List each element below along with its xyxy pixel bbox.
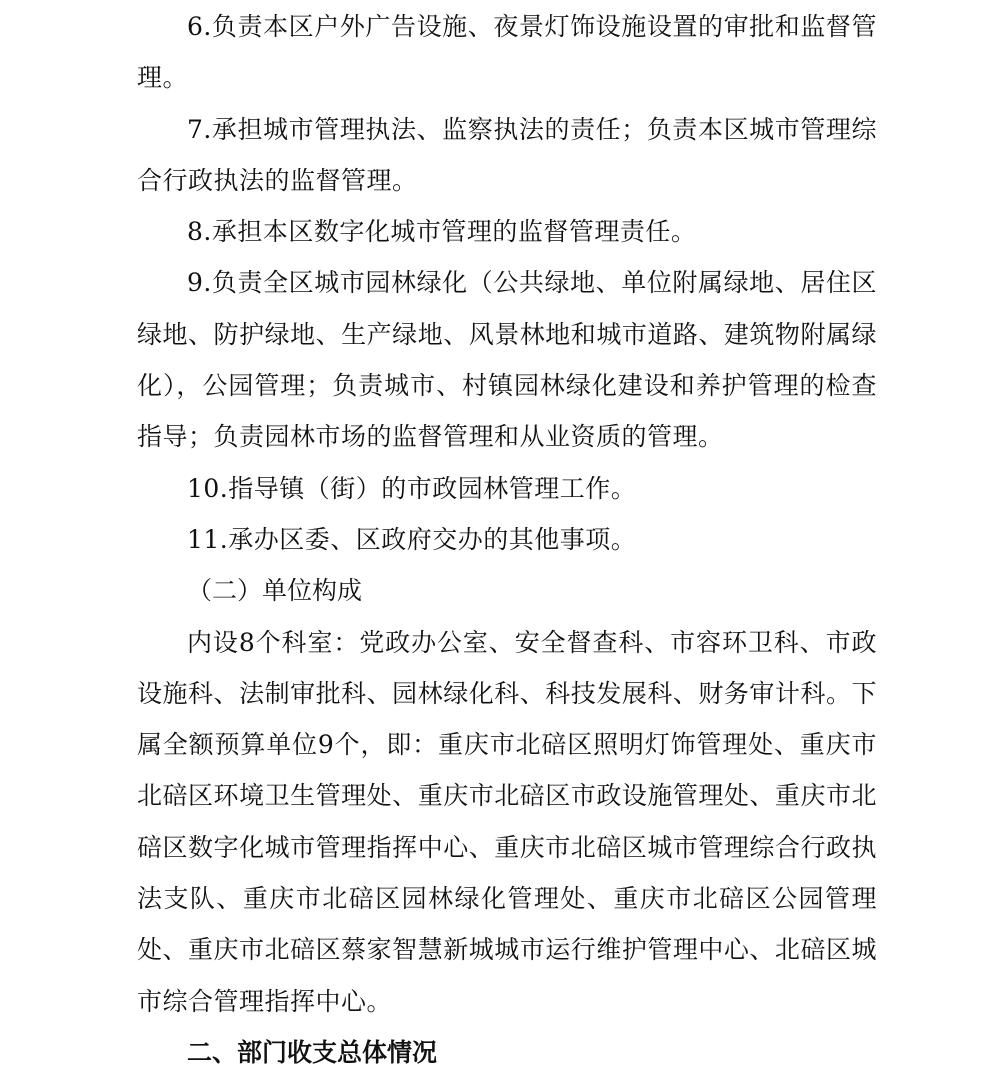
item-10: 10.指导镇（街）的市政园林管理工作。: [187, 473, 637, 503]
item-6: 6.负责本区户外广告设施、夜景灯饰设施设置的审批和监督管理。: [137, 12, 877, 93]
unit-composition-heading: （二）单位构成: [187, 576, 363, 606]
item-11: 11.承办区委、区政府交办的其他事项。: [187, 524, 637, 554]
document-page: [137, 0, 877, 1078]
item-9: 9.负责全区城市园林绿化（公共绿地、单位附属绿地、居住区绿地、防护绿地、生产绿地、风景林地和城市道路、建筑物附属绿化），公园管理；负责城市、村镇园林绿化建设和养护管理的检查指导；负责园林市场的监督管理和从业资质的管理。: [137, 268, 877, 452]
section-heading: 二、部门收支总体情况: [187, 1037, 438, 1067]
item-8: 8.承担本区数字化城市管理的监督管理责任。: [187, 217, 697, 247]
unit-composition-body: 内设8个科室：党政办公室、安全督查科、市容环卫科、市政设施科、法制审批科、园林绿化科、科技发展科、财务审计科。下属全额预算单位9个，即：重庆市北碚区照明灯饰管理处、重庆市北碚区环境卫生管理处、重庆市北碚区市政设施管理处、重庆市北碚区数字化城市管理指挥中心、重庆市北碚区城市管理综合行政执法支队、重庆市北碚区园林绿化管理处、重庆市北碚区公园管理处、重庆市北碚区蔡家智慧新城城市运行维护管理中心、北碚区城市综合管理指挥中心。: [137, 627, 877, 1016]
item-7: 7.承担城市管理执法、监察执法的责任；负责本区城市管理综合行政执法的监督管理。: [137, 114, 877, 195]
